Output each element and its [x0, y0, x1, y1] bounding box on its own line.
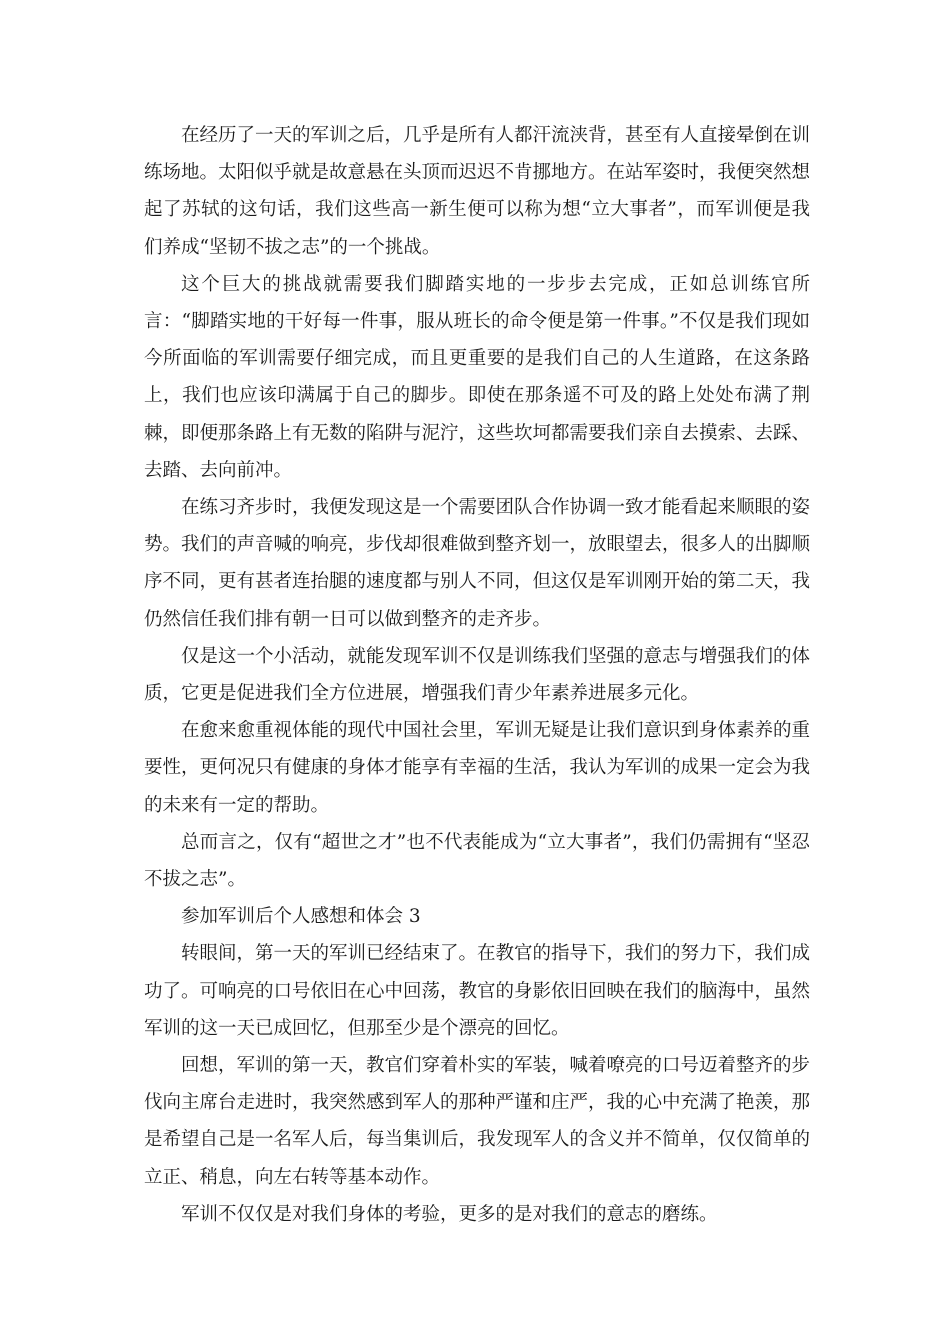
document-body [144, 117, 810, 1233]
paragraph-3: 在练习齐步时，我便发现这是一个需要团队合作协调一致才能看起来顺眼的姿势。我们的声音喊的响亮，步伐却很难做到整齐划一，放眼望去，很多人的出脚顺序不同，更有甚者连抬腿的速度都与别人不同，但这仅是军训刚开始的第二天，我仍然信任我们排有朝一日可以做到整齐的走齐步。 [144, 497, 811, 630]
paragraph-4: 仅是这一个小活动，就能发现军训不仅是训练我们坚强的意志与增强我们的体质，它更是促进我们全方位进展，增强我们青少年素养进展多元化。 [144, 645, 811, 705]
paragraph-2: 这个巨大的挑战就需要我们脚踏实地的一步步去完成，正如总训练官所言：“脚踏实地的干好每一件事，服从班长的命令便是第一件事。”不仅是我们现如今所面临的军训需要仔细完成，而且更重要的是我们自己的人生道路，在这条路上，我们也应该印满属于自己的脚步。即使在那条遥不可及的路上处处布满了荆棘，即便那条路上有无数的陷阱与泥泞，这些坎坷都需要我们亲自去摸索、去踩、去踏、去向前冲。 [144, 273, 811, 481]
paragraph-6: 总而言之，仅有“超世之才”也不代表能成为“立大事者”，我们仍需拥有“坚忍不拔之志”。 [144, 831, 810, 891]
paragraph-5: 在愈来愈重视体能的现代中国社会里，军训无疑是让我们意识到身体素养的重要性，更何况只有健康的身体才能享有幸福的生活，我认为军训的成果一定会为我的未来有一定的帮助。 [144, 720, 811, 816]
section-heading: 参加军训后个人感想和体会 3 [181, 906, 421, 928]
section-paragraph-3: 军训不仅仅是对我们身体的考验，更多的是对我们的意志的磨练。 [181, 1203, 718, 1225]
section-paragraph-2: 回想，军训的第一天，教官们穿着朴实的军装，喊着嘹亮的口号迈着整齐的步伐向主席台走进时，我突然感到军人的那种严谨和庄严，我的心中充满了艳羡，那是希望自己是一名军人后，每当集训后，我发现军人的含义并不简单，仅仅简单的立正、稍息，向左右转等基本动作。 [144, 1055, 811, 1188]
paragraph-1: 在经历了一天的军训之后，几乎是所有人都汗流浃背，甚至有人直接晕倒在训练场地。太阳似乎就是故意悬在头顶而迟迟不肯挪地方。在站军姿时，我便突然想起了苏轼的这句话，我们这些高一新生便可以称为想“立大事者”，而军训便是我们养成“坚韧不拔之志”的一个挑战。 [144, 125, 811, 258]
section-paragraph-1: 转眼间，第一天的军训已经结束了。在教官的指导下，我们的努力下，我们成功了。可响亮的口号依旧在心中回荡，教官的身影依旧回映在我们的脑海中，虽然军训的这一天已成回忆，但那至少是个漂亮的回忆。 [144, 943, 811, 1039]
